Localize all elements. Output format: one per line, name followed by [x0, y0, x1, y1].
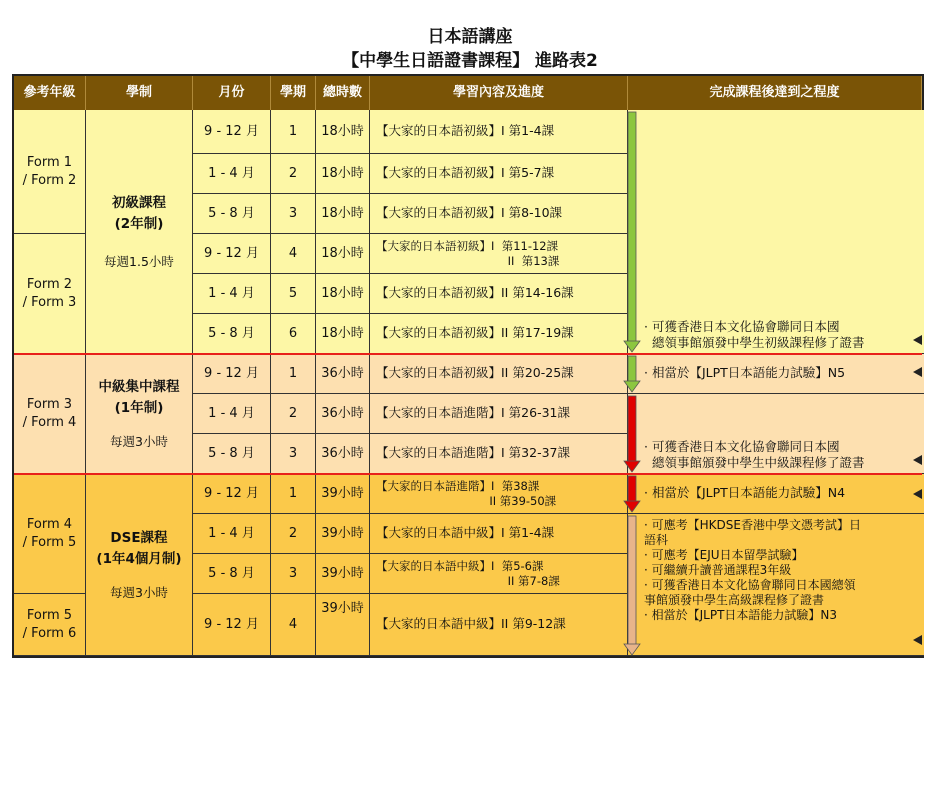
row-content: 【大家的日本語初級】I 第8-10課: [370, 194, 628, 234]
row-content: 【大家的日本語中級】I 第5-6課 II 第7-8課: [370, 554, 628, 594]
row-total: 39小時: [316, 474, 370, 514]
red-arrow-head: [624, 461, 640, 472]
row-term: 4: [271, 234, 316, 274]
row-term: 2: [271, 154, 316, 194]
row-content: 【大家的日本語初級】I 第5-7課: [370, 154, 628, 194]
program-name: 中級集中課程 (1年制): [98, 379, 180, 416]
row-term: 6: [271, 314, 316, 354]
row-content: 【大家的日本語進階】I 第32-37課: [370, 434, 628, 474]
row-month: 1 - 4 月: [193, 514, 271, 554]
row-content: 【大家的日本語初級】I 第11-12課 II 第13課: [370, 234, 628, 274]
row-content: 【大家的日本語進階】I 第26-31課: [370, 394, 628, 434]
row-content: 【大家的日本語中級】I 第1-4課: [370, 514, 628, 554]
row-total: 39小時: [316, 514, 370, 554]
header-cell: 參考年級: [14, 76, 86, 110]
row-content: 【大家的日本語中級】II 第9-12課: [370, 594, 628, 656]
row-total: 39小時: [316, 594, 370, 656]
row-total: 18小時: [316, 154, 370, 194]
row-content: 【大家的日本語進階】I 第38課 II 第39-50課: [370, 474, 628, 514]
program-name: DSE課程 (1年4個月制): [96, 530, 182, 567]
green-arrow-shaft: [628, 112, 636, 342]
row-month: 9 - 12 月: [193, 234, 271, 274]
row-term: 5: [271, 274, 316, 314]
row-term: 1: [271, 474, 316, 514]
row-month: 5 - 8 月: [193, 194, 271, 234]
green-arrow-short-head: [624, 381, 640, 392]
row-content: 【大家的日本語初級】II 第20-25課: [370, 354, 628, 394]
row-total: 18小時: [316, 110, 370, 154]
outcome-cell: · 可應考【HKDSE香港中學文憑考試】日 語科 · 可應考【EJU日本留學試驗】 · 可繼續升讀普通課程3年級 · 可獲香港日本文化協會聯同日本國總領 事館頒發中學生高級課程修了證書 · 相當於【JLPT日本語能力試驗】N3: [628, 514, 924, 656]
row-month: 5 - 8 月: [193, 554, 271, 594]
row-month: 9 - 12 月: [193, 594, 271, 656]
header-cell: 完成課程後達到之程度: [628, 76, 922, 110]
page-title: 日本語講座: [427, 27, 513, 47]
row-total: 18小時: [316, 314, 370, 354]
weekly-hours: 每週1.5小時: [104, 253, 174, 269]
red-arrow-short-head: [624, 501, 640, 512]
row-content: 【大家的日本語初級】I 第1-4課: [370, 110, 628, 154]
red-arrow-shaft: [628, 396, 636, 462]
program-name: 初級課程 (2年制): [112, 195, 166, 232]
row-month: 1 - 4 月: [193, 394, 271, 434]
row-term: 2: [271, 394, 316, 434]
header-cell: 月份: [193, 76, 271, 110]
row-term: 2: [271, 514, 316, 554]
row-month: 9 - 12 月: [193, 354, 271, 394]
row-month: 9 - 12 月: [193, 474, 271, 514]
right-marker-icon: [913, 489, 922, 499]
weekly-hours: 每週3小時: [110, 433, 168, 449]
row-month: 9 - 12 月: [193, 110, 271, 154]
outcome-cell: · 可獲香港日本文化協會聯同日本國 總領事館頒發中學生初級課程修了證書: [628, 110, 924, 354]
outcome-cell: · 相當於【JLPT日本語能力試驗】N4: [628, 474, 924, 514]
red-arrow-short-shaft: [628, 476, 636, 502]
header-cell: 學習內容及進度: [370, 76, 628, 110]
outcome-cell: · 可獲香港日本文化協會聯同日本國 總領事館頒發中學生中級課程修了證書: [628, 394, 924, 474]
row-term: 1: [271, 110, 316, 154]
row-total: 36小時: [316, 354, 370, 394]
outcome-cell: · 相當於【JLPT日本語能力試驗】N5: [628, 354, 924, 394]
green-arrow-head: [624, 341, 640, 352]
right-marker-icon: [913, 335, 922, 345]
tan-arrow-shaft: [628, 516, 636, 645]
tan-arrow-head: [624, 644, 640, 655]
row-month: 5 - 8 月: [193, 314, 271, 354]
row-month: 1 - 4 月: [193, 274, 271, 314]
right-marker-icon: [913, 455, 922, 465]
row-term: 3: [271, 194, 316, 234]
row-total: 39小時: [316, 554, 370, 594]
row-term: 1: [271, 354, 316, 394]
green-arrow-short-shaft: [628, 356, 636, 382]
grade-cell: Form 1 / Form 2: [14, 110, 86, 234]
right-marker-icon: [913, 367, 922, 377]
header-cell: 總時數: [316, 76, 370, 110]
header-cell: 學制: [86, 76, 193, 110]
row-month: 1 - 4 月: [193, 154, 271, 194]
row-month: 5 - 8 月: [193, 434, 271, 474]
row-term: 3: [271, 554, 316, 594]
grade-cell: Form 3 / Form 4: [14, 354, 86, 474]
grade-cell: Form 4 / Form 5: [14, 474, 86, 594]
row-term: 3: [271, 434, 316, 474]
right-marker-icon: [913, 635, 922, 645]
header-cell: 學期: [271, 76, 316, 110]
page-subtitle: 【中學生日語證書課程】 進路表2: [342, 51, 598, 71]
grade-cell: Form 5 / Form 6: [14, 594, 86, 656]
row-total: 36小時: [316, 394, 370, 434]
row-total: 18小時: [316, 194, 370, 234]
row-total: 18小時: [316, 234, 370, 274]
row-content: 【大家的日本語初級】II 第17-19課: [370, 314, 628, 354]
row-total: 18小時: [316, 274, 370, 314]
row-term: 4: [271, 594, 316, 656]
row-content: 【大家的日本語初級】II 第14-16課: [370, 274, 628, 314]
weekly-hours: 每週3小時: [110, 584, 168, 600]
row-total: 36小時: [316, 434, 370, 474]
grade-cell: Form 2 / Form 3: [14, 234, 86, 354]
